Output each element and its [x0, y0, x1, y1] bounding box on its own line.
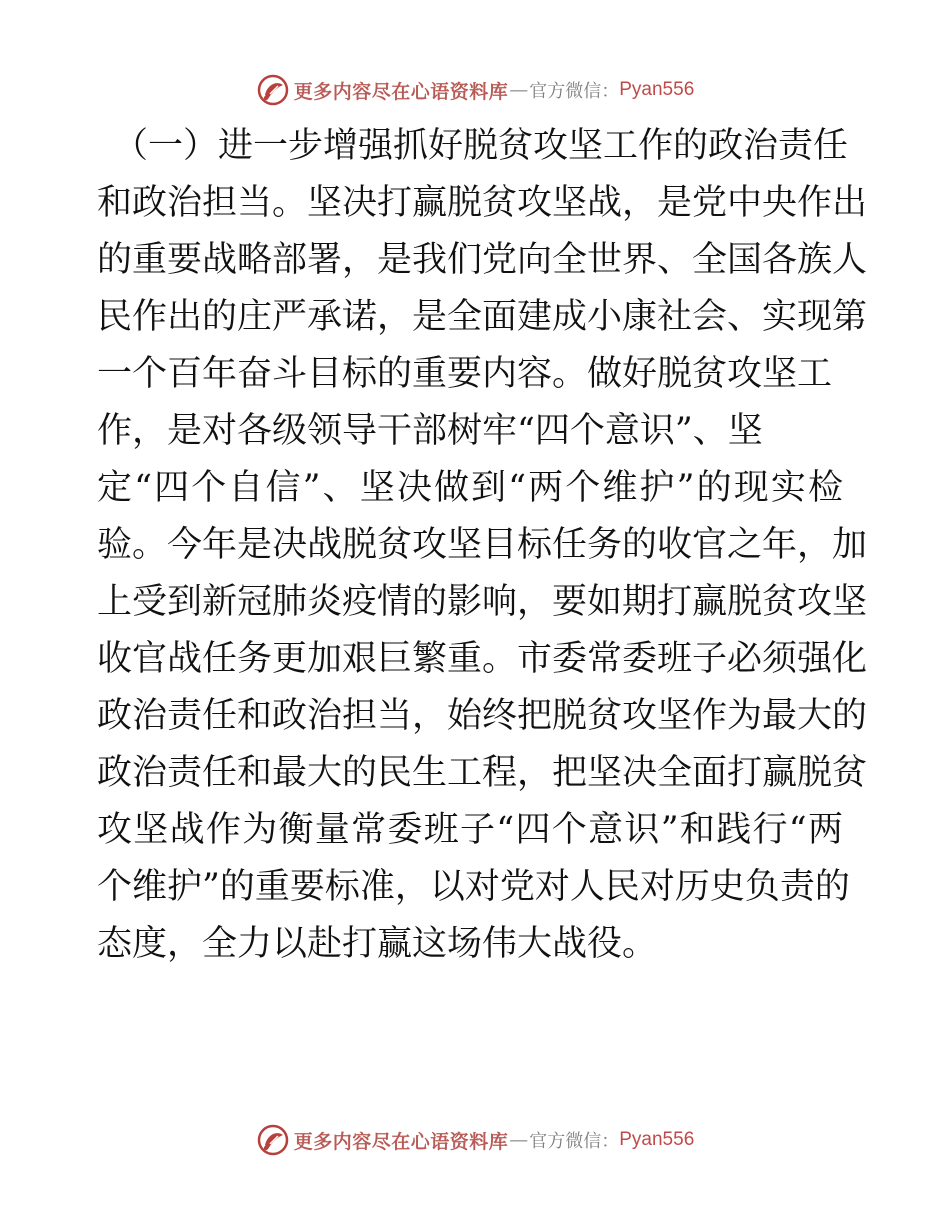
paragraph-line: 政治责任和最大的民生工程，把坚决全面打赢脱贫: [97, 753, 868, 793]
footer-watermark: [0, 1122, 950, 1158]
watermark-text: 更多内容尽在心语资料库: [293, 80, 509, 103]
paragraph-line: 定“四个自信”、坚决做到“两个维护”的现实检: [97, 468, 843, 508]
watermark-wechat-label: 官方微信：: [529, 1131, 620, 1152]
paragraph-line: 攻坚战作为衡量常委班子“四个意识”和践行“两: [97, 810, 843, 850]
paragraph-line: （一）进一步增强抓好脱贫攻坚工作的政治责任: [113, 126, 849, 166]
paragraph-line: 和政治担当。坚决打赢脱贫攻坚战，是党中央作出: [97, 183, 868, 223]
document-body: [97, 124, 868, 979]
logo-icon: [256, 1123, 290, 1157]
paragraph-line: 一个百年奋斗目标的重要内容。做好脱贫攻坚工: [97, 354, 833, 394]
paragraph-line: 作，是对各级领导干部树牢“四个意识”、坚: [97, 411, 763, 451]
watermark-wechat-id: Pyan556: [619, 79, 695, 100]
watermark-dash: —: [509, 79, 529, 101]
watermark-wechat-label: 官方微信：: [529, 81, 620, 102]
paragraph-line: 民作出的庄严承诺，是全面建成小康社会、实现第: [97, 297, 868, 337]
watermark-text: 更多内容尽在心语资料库: [293, 1130, 509, 1153]
paragraph-line: 上受到新冠肺炎疫情的影响，要如期打赢脱贫攻坚: [97, 582, 868, 622]
paragraph-line: 收官战任务更加艰巨繁重。市委常委班子必须强化: [97, 639, 868, 679]
paragraph-line: 个维护”的重要标准，以对党对人民对历史负责的: [97, 867, 850, 907]
header-watermark: [0, 72, 950, 108]
paragraph-line: 政治责任和政治担当，始终把脱贫攻坚作为最大的: [97, 696, 868, 736]
watermark-dash: —: [509, 1129, 529, 1151]
paragraph-line: 态度，全力以赴打赢这场伟大战役。: [97, 924, 658, 964]
paragraph-line: 的重要战略部署，是我们党向全世界、全国各族人: [97, 240, 868, 280]
watermark-wechat-id: Pyan556: [619, 1129, 695, 1150]
logo-icon: [256, 73, 290, 107]
paragraph-line: 验。今年是决战脱贫攻坚目标任务的收官之年，加: [97, 525, 868, 565]
